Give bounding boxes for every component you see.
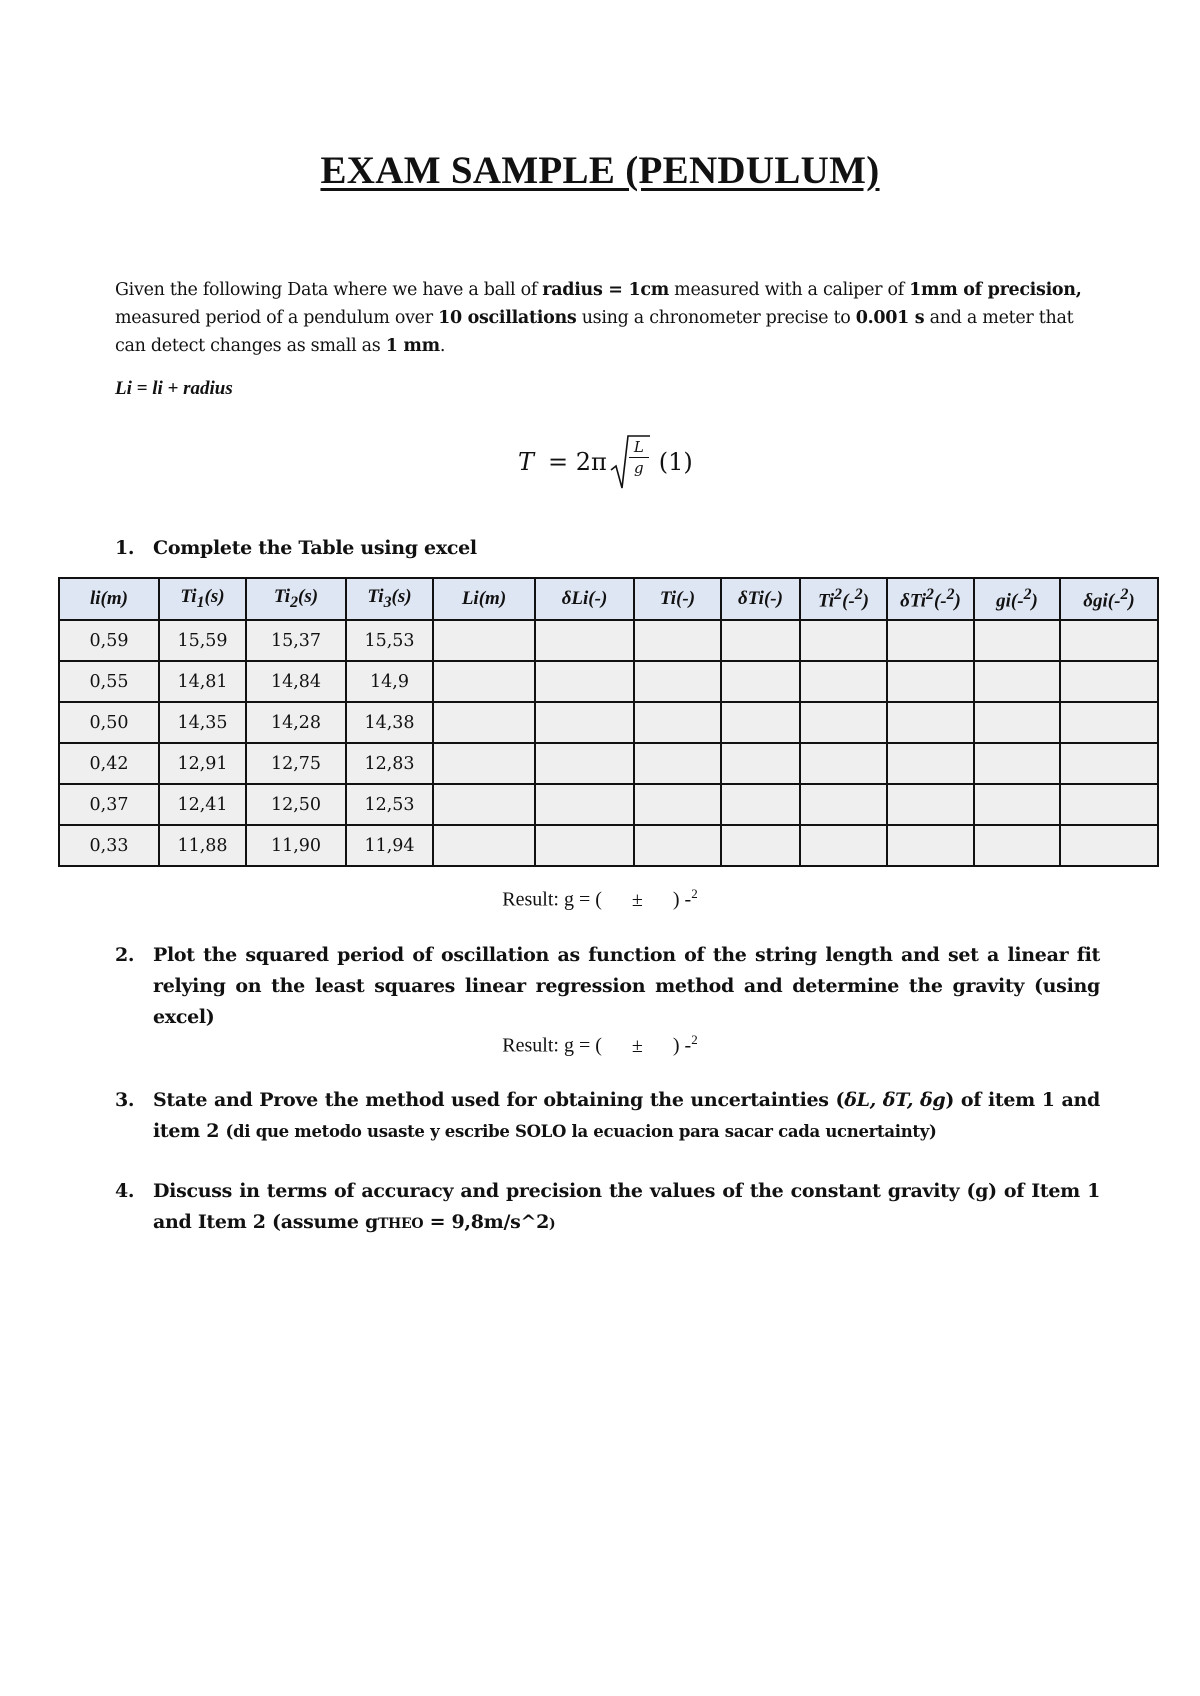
table-row: [59, 702, 1158, 743]
table-cell: [433, 784, 535, 825]
table-cell: 14,38: [346, 702, 433, 743]
table-cell: 11,90: [246, 825, 346, 866]
table-cell: [1060, 702, 1158, 743]
header-sub: 3: [383, 593, 392, 611]
table-cell: 12,50: [246, 784, 346, 825]
header-sup: 2: [1120, 585, 1129, 603]
header-sub: 1: [196, 593, 205, 611]
table-cell: [535, 620, 634, 661]
question-text: ) of item 1 and item 2: [153, 1089, 1100, 1142]
header-tail: (s): [298, 586, 319, 608]
table-cell: [1060, 784, 1158, 825]
header-sup: 2: [834, 585, 843, 603]
equation-numerator: L: [633, 438, 644, 456]
table-cell: [634, 620, 721, 661]
table-cell: [974, 784, 1060, 825]
table-header-row: [59, 578, 1158, 620]
table-cell: 12,75: [246, 743, 346, 784]
result-prefix: Result: g = (: [502, 1034, 602, 1057]
result-exponent: 2: [691, 1032, 698, 1047]
table-cell: [721, 702, 800, 743]
question-text: Discuss in terms of accuracy and precision the values of the constant gravity (g) of Item 1 and Item 2 (assume g: [153, 1180, 1100, 1233]
intro-bold: 0.001 s: [855, 308, 925, 328]
intro-text: .: [439, 336, 446, 356]
table-cell: [974, 620, 1060, 661]
question-text: State and Prove the method used for obtaining the uncertainties (: [153, 1089, 845, 1111]
table-header-cell: [159, 578, 246, 620]
table-cell: [800, 825, 887, 866]
equation-lhs: T: [518, 448, 535, 476]
question-2: [115, 940, 1100, 1033]
question-3: [115, 1085, 1100, 1147]
result-prefix: Result: g = (: [502, 888, 602, 911]
table-header-cell: [634, 578, 721, 620]
table-cell: [634, 743, 721, 784]
table-cell: 14,81: [159, 661, 246, 702]
question-4: [115, 1176, 1100, 1240]
table-header-cell: [1060, 578, 1158, 620]
table-cell: [974, 743, 1060, 784]
header-main: Ti: [817, 590, 835, 612]
table-cell: [433, 743, 535, 784]
table-cell: [1060, 825, 1158, 866]
table-cell: 14,9: [346, 661, 433, 702]
header-main: Ti: [273, 586, 291, 608]
table-cell: [721, 661, 800, 702]
table-cell: [974, 661, 1060, 702]
header-main: δLi(-): [561, 588, 608, 609]
table-header-cell: [800, 578, 887, 620]
table-cell: 12,53: [346, 784, 433, 825]
header-tail: ): [1128, 590, 1135, 612]
table-row: [59, 620, 1158, 661]
question-text: Complete the Table using excel: [153, 537, 477, 559]
plus-minus: ±: [631, 888, 643, 911]
table-cell: 0,33: [59, 825, 159, 866]
header-tail: (s): [204, 586, 225, 608]
table-cell: [1060, 661, 1158, 702]
equation-label: (1): [658, 448, 693, 476]
table-header-cell: [974, 578, 1060, 620]
intro-text: Given the following Data where we have a ball of: [115, 280, 543, 300]
table-cell: 14,35: [159, 702, 246, 743]
table-cell: [800, 702, 887, 743]
table-cell: 15,37: [246, 620, 346, 661]
table-cell: [535, 784, 634, 825]
intro-text: measured with a caliper of: [668, 280, 910, 300]
table-cell: [974, 825, 1060, 866]
table-cell: [535, 743, 634, 784]
table-cell: 0,37: [59, 784, 159, 825]
uncertainty-symbols: δL, δT, δg: [844, 1089, 946, 1111]
result-line-1: [0, 886, 1200, 912]
header-main: Ti(-): [659, 588, 696, 609]
question-text: Plot the squared period of oscillation as function of the string length and set a linear fit relying on the least squares linear regression method and determine the gravity (using excel): [153, 944, 1100, 1028]
table-cell: [800, 661, 887, 702]
table-cell: [535, 702, 634, 743]
table-cell: [887, 825, 974, 866]
period-equation: [518, 432, 693, 492]
table-cell: [800, 620, 887, 661]
table-cell: [887, 620, 974, 661]
table-header-cell: [246, 578, 346, 620]
table-cell: [433, 825, 535, 866]
header-sub: 2: [290, 593, 299, 611]
table-cell: [721, 784, 800, 825]
header-tail2: ): [862, 590, 869, 612]
header-tail: (-: [842, 590, 855, 612]
table-cell: [433, 620, 535, 661]
table-header-cell: [721, 578, 800, 620]
header-sup: 2: [926, 585, 934, 603]
equation-denominator: g: [633, 459, 644, 477]
table-cell: [634, 661, 721, 702]
header-tail: ): [1031, 590, 1038, 612]
table-cell: [721, 620, 800, 661]
table-row: [59, 743, 1158, 784]
table-cell: [433, 702, 535, 743]
table-cell: 15,53: [346, 620, 433, 661]
header-main: Ti: [180, 586, 197, 608]
length-formula: Li = li + radius: [115, 378, 233, 399]
table-cell: [800, 784, 887, 825]
table-header-cell: [887, 578, 974, 620]
header-main: li(m): [90, 588, 128, 609]
intro-text: measured period of a pendulum over: [115, 308, 439, 328]
header-sup2: 2: [854, 585, 863, 603]
table-cell: 14,28: [246, 702, 346, 743]
intro-paragraph: [115, 276, 1100, 360]
intro-bold: 1mm of precision,: [909, 280, 1082, 300]
question-note: (di que metodo usaste y escribe SOLO la ecuacion para sacar cada ucnertainty): [225, 1122, 937, 1141]
header-main: Li(m): [461, 588, 507, 609]
intro-bold: 1 mm: [385, 336, 440, 356]
intro-bold: 10 oscillations: [438, 308, 577, 328]
plus-minus: ±: [631, 1034, 643, 1057]
table-cell: [1060, 620, 1158, 661]
g-subscript: THEO: [377, 1216, 424, 1232]
table-cell: 12,41: [159, 784, 246, 825]
header-tail2: ): [954, 590, 961, 612]
question-number: 3.: [115, 1089, 135, 1111]
header-main: δTi: [900, 590, 927, 612]
table-cell: [1060, 743, 1158, 784]
intro-text: using a chronometer precise to: [576, 308, 856, 328]
intro-text: and a meter that can detect changes as small as: [115, 308, 1074, 356]
table-cell: 11,94: [346, 825, 433, 866]
result-exponent: 2: [691, 886, 698, 901]
table-cell: 0,50: [59, 702, 159, 743]
header-main: δgi(-: [1083, 590, 1121, 612]
table-cell: 12,83: [346, 743, 433, 784]
table-header-cell: [535, 578, 634, 620]
header-main: δTi(-): [738, 588, 783, 609]
question-1: [115, 533, 1100, 564]
table-cell: [721, 743, 800, 784]
table-header-cell: [59, 578, 159, 620]
question-text: ): [549, 1216, 556, 1232]
table-cell: [974, 702, 1060, 743]
table-cell: [721, 825, 800, 866]
table-row: [59, 825, 1158, 866]
table-cell: [800, 743, 887, 784]
question-number: 1.: [115, 537, 135, 559]
table-cell: [634, 825, 721, 866]
intro-bold: radius = 1cm: [542, 280, 669, 300]
result-suffix: ) -: [672, 1034, 692, 1057]
table-row: [59, 784, 1158, 825]
table-cell: [433, 661, 535, 702]
table-cell: [887, 784, 974, 825]
header-main: gi(-: [996, 590, 1024, 612]
table-cell: 0,55: [59, 661, 159, 702]
header-tail: (-: [933, 590, 947, 612]
data-table: [58, 577, 1159, 867]
question-number: 4.: [115, 1180, 135, 1202]
square-root-icon: [609, 432, 649, 492]
header-main: Ti: [367, 586, 384, 608]
table-cell: [634, 702, 721, 743]
table-row: [59, 661, 1158, 702]
result-line-2: [0, 1032, 1200, 1058]
table-cell: 12,91: [159, 743, 246, 784]
table-cell: 11,88: [159, 825, 246, 866]
table-header-cell: [346, 578, 433, 620]
table-cell: 15,59: [159, 620, 246, 661]
page-title: EXAM SAMPLE (PENDULUM): [320, 149, 880, 192]
table-cell: [887, 743, 974, 784]
table-cell: [887, 661, 974, 702]
equation-rhs: = 2π: [548, 448, 607, 476]
table-cell: 0,59: [59, 620, 159, 661]
table-header-cell: [433, 578, 535, 620]
question-text: = 9,8m/s^2: [423, 1211, 550, 1233]
table-cell: [634, 784, 721, 825]
question-number: 2.: [115, 944, 135, 966]
table-cell: [887, 702, 974, 743]
table-cell: [535, 661, 634, 702]
table-cell: [535, 825, 634, 866]
table-cell: 0,42: [59, 743, 159, 784]
result-suffix: ) -: [672, 888, 692, 911]
header-sup2: 2: [946, 585, 955, 603]
header-sup: 2: [1023, 585, 1032, 603]
table-cell: 14,84: [246, 661, 346, 702]
header-tail: (s): [391, 586, 412, 608]
